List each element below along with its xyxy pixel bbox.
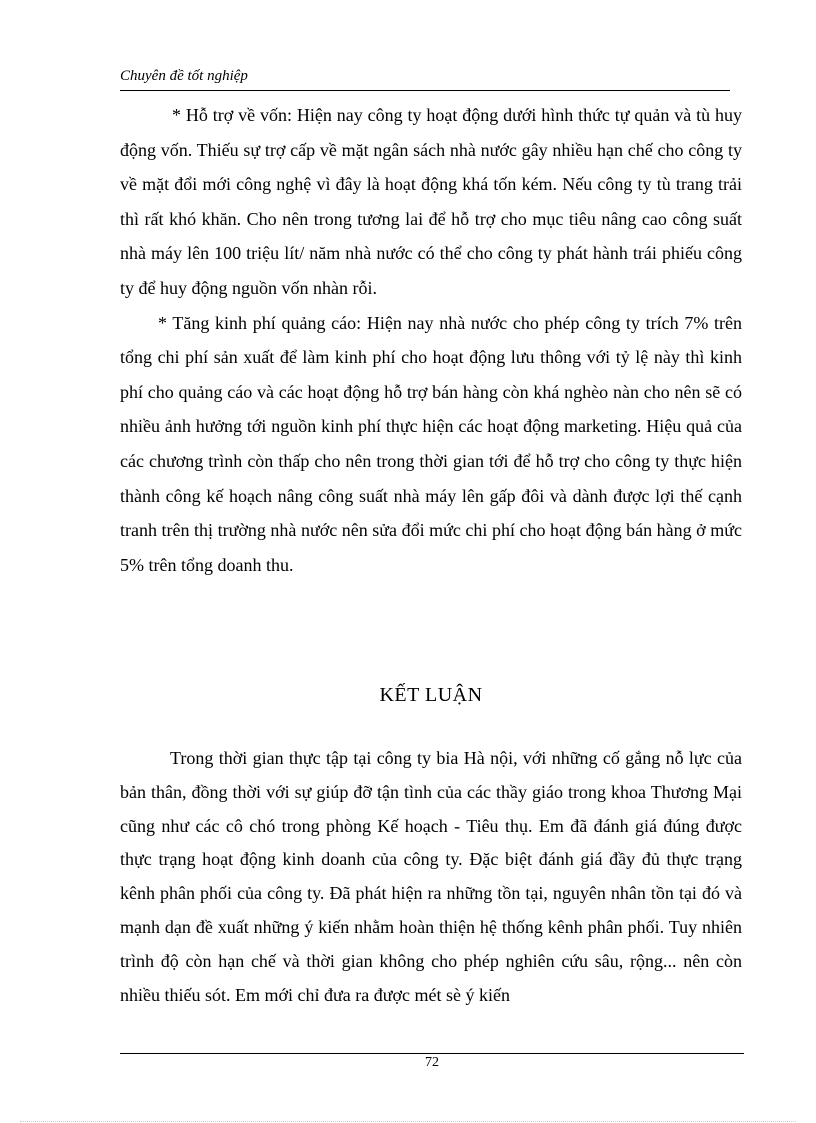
- header-title: Chuyên đề tốt nghiệp: [120, 68, 248, 84]
- conclusion-text: [120, 742, 742, 1012]
- page-header: [120, 66, 730, 91]
- paragraph-capital-support: * Hỗ trợ về vốn: Hiện nay công ty hoạt động dưới hình thức tự quản và tù huy động vốn. Thiếu sự trợ cấp về mặt ngân sách nhà nước gây nhiều hạn chế cho công ty về mặt đổi mới công nghệ vì đây là hoạt động khá tốn kém. Nếu công ty tù trang trải thì rất khó khăn. Cho nên trong tương lai để hỗ trợ cho mục tiêu nâng cao công suất nhà máy lên 100 triệu lít/ năm nhà nước có thể cho công ty phát hành trái phiếu công ty để huy động nguồn vốn nhàn rỗi.: [120, 105, 742, 298]
- section-heading: KẾT LUẬN: [379, 684, 483, 706]
- paragraph-advertising-budget: * Tăng kinh phí quảng cáo: Hiện nay nhà nước cho phép công ty trích 7% trên tổng chi phí sản xuất để làm kinh phí cho hoạt động lưu thông với tỷ lệ này thì kinh phí cho quảng cáo và các hoạt động hỗ trợ bán hàng còn khá nghèo nàn cho nên sẽ có nhiều ảnh hưởng tới nguồn kinh phí thực hiện các hoạt động marketing. Hiệu quả của các chương trình còn thấp cho nên trong thời gian tới để hỗ trợ cho công ty thực hiện thành công kế hoạch nâng công suất nhà máy lên gấp đôi và dành được lợi thế cạnh tranh trên thị trường nhà nước nên sửa đổi mức chi phí cho hoạt động bán hàng ở mức 5% trên tổng doanh thu.: [120, 312, 742, 575]
- footer-divider: [120, 1053, 744, 1054]
- paragraph-conclusion: Trong thời gian thực tập tại công ty bia Hà nội, với những cố gắng nỗ lực của bản thân, đồng thời với sự giúp đỡ tận tình của các thầy giáo trong khoa Thương Mại cũng như các cô chó trong phòng Kế hoạch - Tiêu thụ. Em đã đánh giá đúng được thực trạng hoạt động kinh doanh của công ty. Đặc biệt đánh giá đầy đủ thực trạng kênh phân phối của công ty. Đã phát hiện ra những tồn tại, nguyên nhân tồn tại đó và mạnh dạn đề xuất những ý kiến nhằm hoàn thiện hệ thống kênh phân phối. Tuy nhiên trình độ còn hạn chế và thời gian không cho phép nghiên cứu sâu, rộng... nên còn nhiều thiếu sót. Em mới chỉ đưa ra được mét sè ý kiến: [120, 748, 742, 1005]
- body-text: [120, 98, 742, 582]
- page-edge-divider: [20, 1121, 796, 1122]
- page-number: 72: [425, 1055, 439, 1070]
